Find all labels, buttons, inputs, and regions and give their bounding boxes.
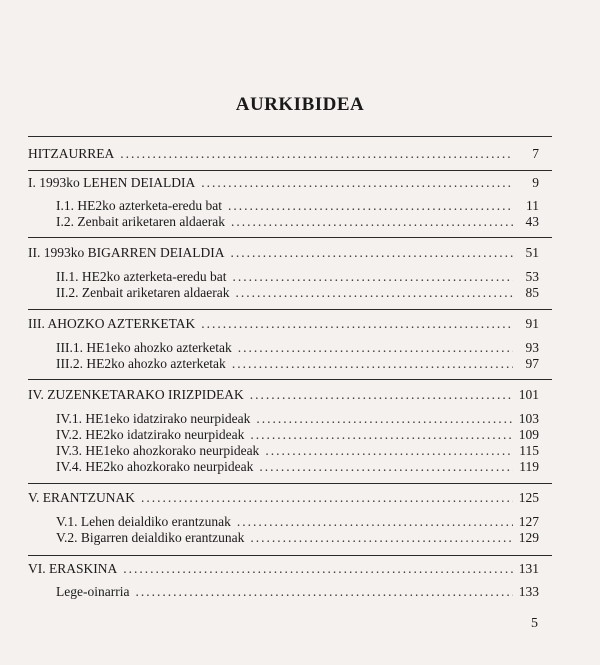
dot-leader bbox=[228, 198, 513, 214]
toc-entry-section-iv bbox=[28, 387, 539, 403]
toc-entry-iv-2 bbox=[56, 427, 539, 443]
toc-entry-page: 115 bbox=[519, 443, 539, 458]
toc-entry-page: 53 bbox=[525, 269, 539, 284]
toc-entry-page: 109 bbox=[518, 427, 539, 442]
toc-entry-label: IV.3. HE1eko ahozkorako neurpideak bbox=[56, 443, 260, 458]
dot-leader bbox=[265, 443, 513, 459]
dot-leader bbox=[256, 411, 512, 427]
toc-entry-page: 101 bbox=[518, 387, 539, 402]
toc-entry-iv-1 bbox=[56, 411, 539, 427]
toc-entry-label: Lege-oinarria bbox=[56, 584, 130, 599]
toc-entry-page: 11 bbox=[526, 198, 539, 213]
dot-leader bbox=[201, 175, 513, 191]
toc-entry-label: II. 1993ko BIGARREN DEIALDIA bbox=[28, 245, 225, 260]
toc-entry-page: 97 bbox=[525, 356, 539, 371]
section-divider bbox=[28, 483, 552, 484]
toc-entry-i-2 bbox=[56, 214, 539, 230]
toc-entry-section-v bbox=[28, 490, 539, 506]
toc-entry-page: 127 bbox=[518, 514, 539, 529]
toc-entry-page: 7 bbox=[532, 146, 539, 161]
toc-entry-label: VI. ERASKINA bbox=[28, 561, 118, 576]
dot-leader bbox=[237, 514, 513, 530]
dot-leader bbox=[238, 340, 513, 356]
toc-entry-page: 91 bbox=[525, 316, 539, 331]
toc-entry-label: IV.2. HE2ko idatzirako neurpideak bbox=[56, 427, 245, 442]
toc-entry-label: III.2. HE2ko ahozko azterketak bbox=[56, 356, 226, 371]
toc-entry-label: I. 1993ko LEHEN DEIALDIA bbox=[28, 175, 196, 190]
toc-entry-section-vi bbox=[28, 561, 539, 577]
toc-entry-label: I.2. Zenbait ariketaren aldaerak bbox=[56, 214, 226, 229]
toc-entry-section-ii bbox=[28, 245, 539, 261]
dot-leader bbox=[141, 490, 513, 506]
toc-entry-page: 119 bbox=[519, 459, 539, 474]
dot-leader bbox=[232, 356, 513, 372]
toc-entry-label: III.1. HE1eko ahozko azterketak bbox=[56, 340, 232, 355]
toc-entry-page: 85 bbox=[525, 285, 539, 300]
toc-entry-page: 125 bbox=[518, 490, 539, 505]
toc-entry-i-1 bbox=[56, 198, 539, 214]
dot-leader bbox=[233, 269, 513, 285]
dot-leader bbox=[123, 561, 513, 577]
toc-entry-label: II.2. Zenbait ariketaren aldaerak bbox=[56, 285, 230, 300]
toc-entry-page: 131 bbox=[518, 561, 539, 576]
toc-entry-page: 43 bbox=[525, 214, 539, 229]
section-divider bbox=[28, 379, 552, 380]
dot-leader bbox=[231, 214, 513, 230]
toc-entry-label: I.1. HE2ko azterketa-eredu bat bbox=[56, 198, 223, 213]
toc-entry-ii-2 bbox=[56, 285, 539, 301]
toc-entry-label: IV.1. HE1eko idatzirako neurpideak bbox=[56, 411, 251, 426]
dot-leader bbox=[230, 245, 513, 261]
dot-leader bbox=[250, 530, 512, 546]
toc-entry-page: 129 bbox=[518, 530, 539, 545]
dot-leader bbox=[250, 427, 512, 443]
toc-entry-page: 51 bbox=[525, 245, 539, 260]
dot-leader bbox=[120, 146, 513, 162]
page-title: AURKIBIDEA bbox=[235, 94, 365, 115]
section-divider bbox=[28, 170, 552, 171]
toc-entry-section-iii bbox=[28, 316, 539, 332]
toc-entry-label: V.2. Bigarren deialdiko erantzunak bbox=[56, 530, 245, 545]
toc-entry-section-i bbox=[28, 175, 539, 191]
toc-entry-v-2 bbox=[56, 530, 539, 546]
section-divider bbox=[28, 309, 552, 310]
dot-leader bbox=[259, 459, 513, 475]
toc-entry-label: HITZAURREA bbox=[28, 146, 115, 161]
toc-entry-iv-3 bbox=[56, 443, 539, 459]
dot-leader bbox=[201, 316, 513, 332]
dot-leader bbox=[135, 584, 512, 600]
toc-entry-page: 9 bbox=[532, 175, 539, 190]
toc-entry-iii-1 bbox=[56, 340, 539, 356]
toc-entry-hitzaurrea bbox=[28, 146, 539, 162]
toc-entry-page: 103 bbox=[518, 411, 539, 426]
toc-entry-label: IV.4. HE2ko ahozkorako neurpideak bbox=[56, 459, 254, 474]
dot-leader bbox=[236, 285, 513, 301]
toc-entry-ii-1 bbox=[56, 269, 539, 285]
toc-entry-page: 133 bbox=[518, 584, 539, 599]
toc-entry-v-1 bbox=[56, 514, 539, 530]
page-number: 5 bbox=[531, 616, 538, 631]
toc-entry-iv-4 bbox=[56, 459, 539, 475]
toc-entry-label: IV. ZUZENKETARAKO IRIZPIDEAK bbox=[28, 387, 244, 402]
toc-entry-label: V. ERANTZUNAK bbox=[28, 490, 135, 505]
toc-entry-label: V.1. Lehen deialdiko erantzunak bbox=[56, 514, 231, 529]
toc-entry-label: II.1. HE2ko azterketa-eredu bat bbox=[56, 269, 227, 284]
toc-entry-iii-2 bbox=[56, 356, 539, 372]
toc-entry-lege-oinarria bbox=[56, 584, 539, 600]
section-divider bbox=[28, 555, 552, 556]
toc-entry-page: 93 bbox=[525, 340, 539, 355]
dot-leader bbox=[250, 387, 513, 403]
section-divider bbox=[28, 237, 552, 238]
section-divider bbox=[28, 136, 552, 137]
toc-entry-label: III. AHOZKO AZTERKETAK bbox=[28, 316, 196, 331]
